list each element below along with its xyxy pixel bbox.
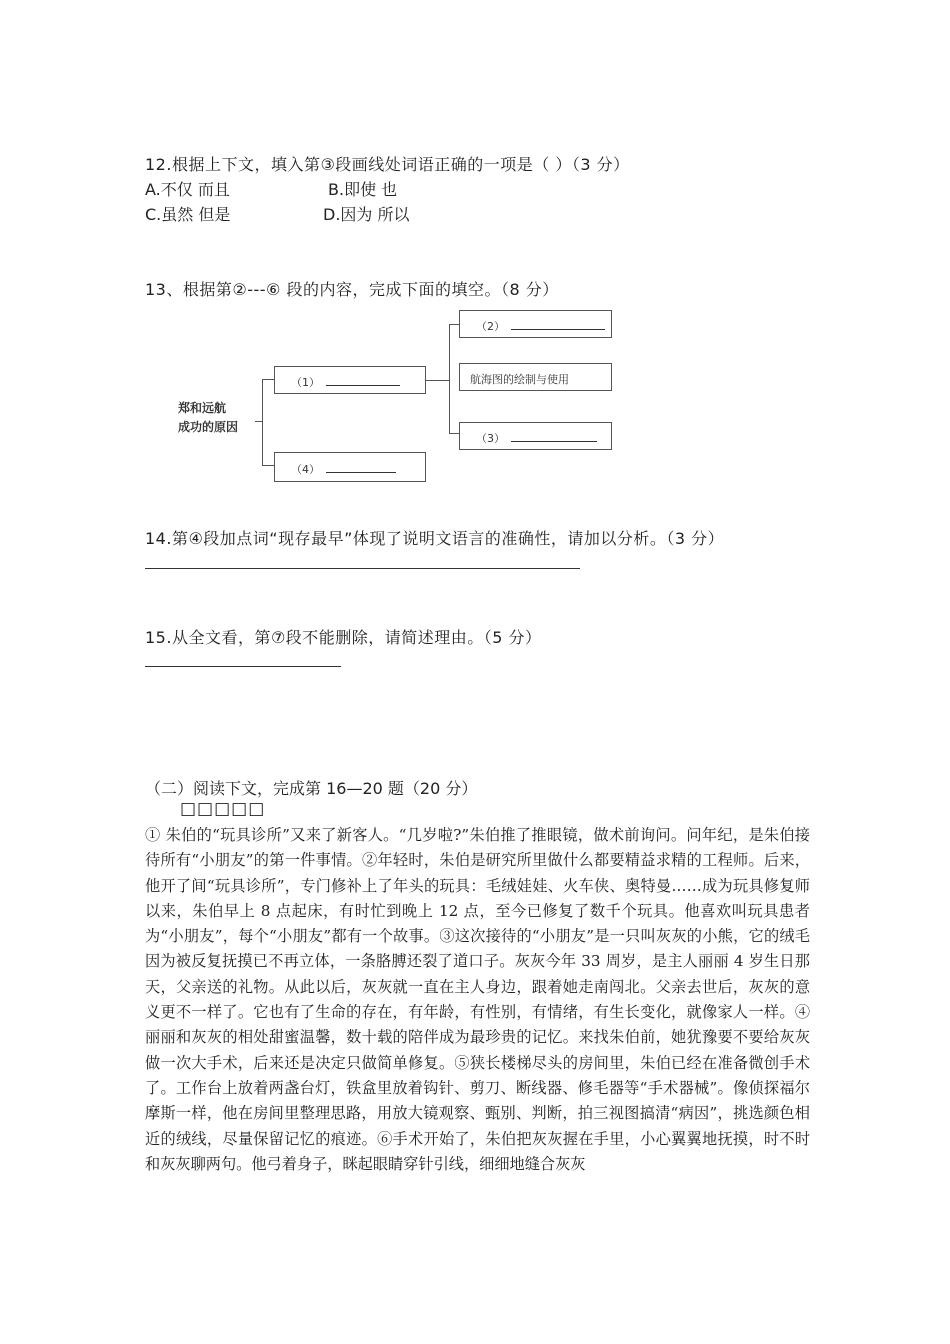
diagram-box-3-blank[interactable] — [511, 431, 597, 442]
diagram-box-1-blank[interactable] — [326, 375, 400, 386]
diagram-box-1[interactable] — [274, 366, 426, 394]
diagram-box-3-label: （3） — [476, 432, 505, 445]
diagram-box-4-label: （4） — [291, 463, 320, 476]
q13-stem: 13、根据第②---⑥ 段的内容，完成下面的填空。（8 分） — [145, 280, 559, 299]
q12-option-c: C.虽然 但是 — [145, 205, 231, 224]
section2-heading: （二）阅读下文，完成第 16—20 题（20 分） — [145, 779, 478, 798]
passage-body — [145, 823, 810, 1177]
passage-title-boxes: □□□□□ — [180, 799, 266, 819]
diagram-right-stem — [426, 380, 449, 381]
q12-stem: 12.根据上下文，填入第③段画线处词语正确的一项是（ ）（3 分） — [145, 155, 630, 174]
diagram-box-4[interactable] — [274, 452, 426, 482]
diagram-left-bracket — [262, 379, 274, 466]
q12-option-d: D.因为 所以 — [323, 205, 410, 224]
q15-answer-line[interactable] — [145, 666, 341, 667]
diagram-middle-text: 航海图的绘制与使用 — [470, 373, 569, 386]
diagram-box-middle — [459, 363, 612, 391]
diagram-root-line1: 郑和远航 — [178, 401, 227, 415]
diagram-box-3[interactable] — [459, 422, 612, 450]
diagram-right-bracket — [449, 324, 459, 434]
q12-option-a: A.不仅 而且 — [145, 180, 230, 199]
diagram-box-1-label: （1） — [291, 376, 320, 389]
q14-stem: 14.第④段加点词“现存最早”体现了说明文语言的准确性，请加以分析。（3 分） — [145, 529, 725, 548]
diagram-box-2[interactable] — [459, 310, 612, 338]
passage-paragraph: ① 朱伯的“玩具诊所”又来了新客人。“几岁啦?”朱伯推了推眼镜，做术前询问。问年纪，是朱伯接待所有“小朋友”的第一件事情。②年轻时，朱伯是研究所里做什么都要精益求精的工程师。后来，他开了间“玩具诊所”，专门修补上了年头的玩具：毛绒娃娃、火车侠、奥特曼……成为玩具修复师以来，朱伯早上 8 点起床，有时忙到晚上 12 点，至今已修复了数千个玩具。他喜欢叫玩具患者为“小朋友”，每个“小朋友”都有一个故事。③这次接待的“小朋友”是一只叫灰灰的小熊，它的绒毛因为被反复抚摸已不再立体，一条胳膊还裂了道口子。灰灰今年 33 周岁，是主人丽丽 4 岁生日那天，父亲送的礼物。从此以后，灰灰就一直在主人身边，跟着她走南闯北。父亲去世后，灰灰的意义更不一样了。它也有了生命的存在，有年龄，有性别，有情绪，有生长变化，就像家人一样。④丽丽和灰灰的相处甜蜜温馨，数十载的陪伴成为最珍贵的记忆。来找朱伯前，她犹豫要不要给灰灰做一次大手术，后来还是决定只做简单修复。⑤狭长楼梯尽头的房间里，朱伯已经在准备微创手术了。工作台上放着两盏台灯，铁盒里放着钩针、剪刀、断线器、修毛器等“手术器械”。像侦探福尔摩斯一样，他在房间里整理思路，用放大镜观察、甄别、判断，拍三视图搞清“病因”，挑选颜色相近的绒线，尽量保留记忆的痕迹。⑥手术开始了，朱伯把灰灰握在手里，小心翼翼地抚摸，时不时和灰灰聊两句。他弓着身子，眯起眼睛穿针引线，细细地缝合灰灰 — [145, 826, 810, 1173]
q15-stem: 15.从全文看，第⑦段不能删除，请简述理由。（5 分） — [145, 628, 542, 647]
diagram-box-2-blank[interactable] — [511, 319, 605, 330]
diagram-left-stem — [255, 421, 263, 422]
diagram-box-2-label: （2） — [476, 320, 505, 333]
diagram-box-4-blank[interactable] — [326, 462, 396, 473]
diagram-root-line2: 成功的原因 — [178, 420, 239, 434]
q12-option-b: B.即使 也 — [328, 180, 398, 199]
q14-answer-line[interactable] — [145, 568, 580, 569]
